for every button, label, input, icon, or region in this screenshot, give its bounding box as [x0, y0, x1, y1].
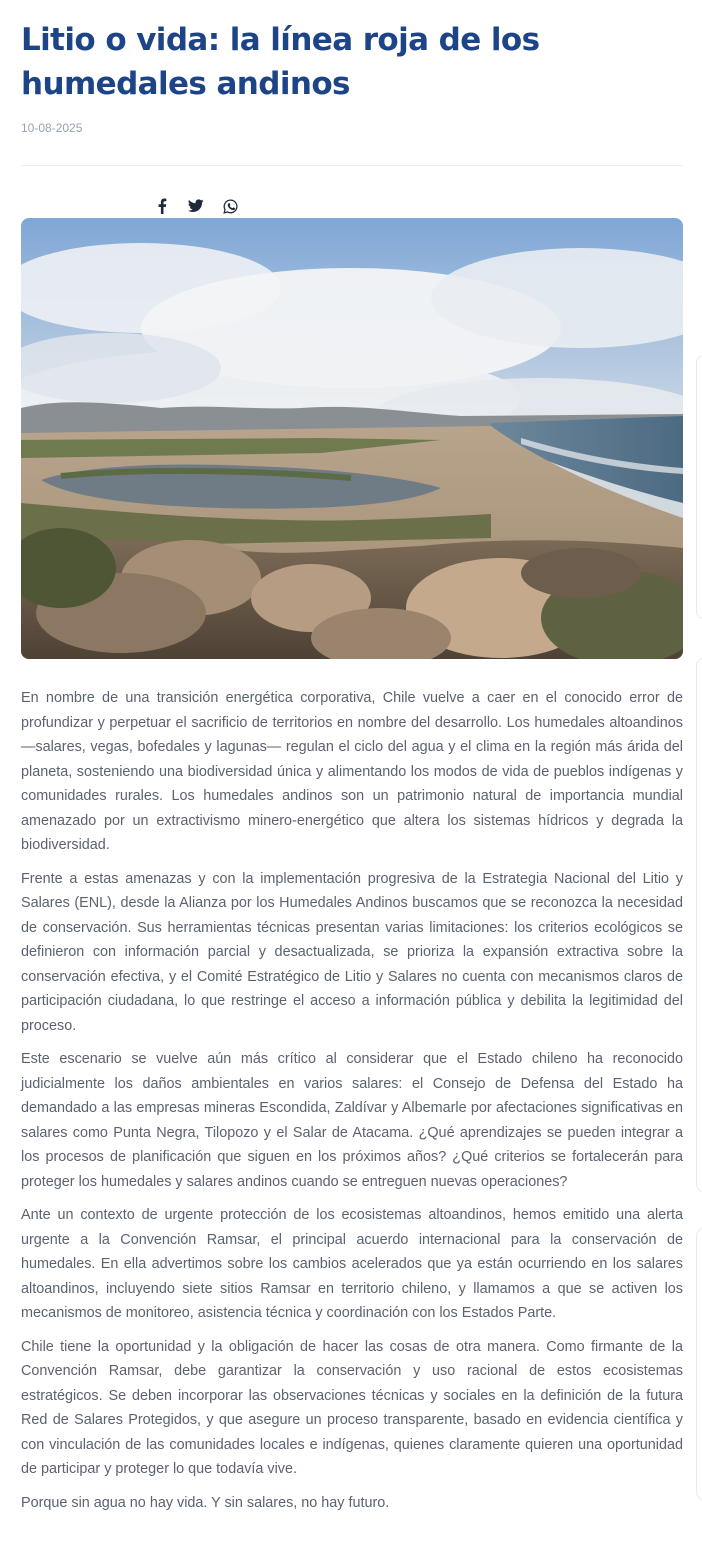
share-facebook-button[interactable]	[145, 196, 179, 216]
article-title: Litio o vida: la línea roja de los humedales andinos	[21, 22, 540, 102]
article-paragraph: Chile tiene la oportunidad y la obligación de hacer las cosas de otra manera. Como firmante de la Convención Ramsar, debe garantizar la conservación y uso racional de estos ecosistemas estratégicos. Se deben incorporar las observaciones técnicas y sociales en la definición de la futura Red de Salares Protegidos, y que asegure un proceso transparente, basado en evidencia científica y con vinculación de las comunidades locales e indígenas, quienes claramente quieren una oportunidad de participar y proteger lo que todavía vive.	[21, 1338, 683, 1477]
divider	[21, 165, 683, 166]
article-paragraph: Porque sin agua no hay vida. Y sin salares, no hay futuro.	[21, 1494, 390, 1511]
article-paragraph: Ante un contexto de urgente protección de los ecosistemas altoandinos, hemos emitido una alerta urgente a la Convención Ramsar, el principal acuerdo internacional para la conservación de humedales. En ella advertimos sobre los cambios acelerados que ya están ocurriendo en los salares altoandinos, incluyendo siete sitios Ramsar en territorio chileno, y llamamos a que se activen los mecanismos de monitoreo, asistencia técnica y coordinación con los Estados Parte.	[21, 1207, 683, 1321]
sidebar-card	[696, 1228, 702, 1500]
article-paragraph: En nombre de una transición energética corporativa, Chile vuelve a caer en el conocido error de profundizar y perpetuar el sacrificio de territorios en nombre del desarrollo. Los humedales altoandinos —salares, vegas, bofedales y lagunas— regulan el ciclo del agua y el clima en la región más árida del planeta, sosteniendo una biodiversidad única y alimentando los modos de vida de pueblos indígenas y comunidades rurales. Los humedales andinos son un patrimonio natural de importancia mundial amenazado por un extractivismo minero-energético que altera los sistemas hídricos y degrada la biodiversidad.	[21, 690, 683, 853]
sidebar-card	[696, 658, 702, 1192]
article-hero-image	[21, 218, 683, 659]
twitter-icon	[188, 199, 204, 213]
share-twitter-button[interactable]	[179, 196, 213, 216]
share-whatsapp-button[interactable]	[213, 196, 247, 216]
article-paragraph: Frente a estas amenazas y con la implementación progresiva de la Estrategia Nacional del Litio y Salares (ENL), desde la Alianza por los Humedales Andinos buscamos que se reconozca la necesidad de conservación. Sus herramientas técnicas presentan varias limitaciones: los criterios ecológicos se definieron con información parcial y desactualizada, se prioriza la expansión extractiva sobre la conservación efectiva, y el Comité Estratégico de Litio y Salares no cuenta con mecanismos claros de participación ciudadana, lo que restringe el acceso a información pública y debilita la legitimidad del proceso.	[21, 870, 683, 1034]
article-body	[21, 686, 683, 1524]
article-paragraph: Este escenario se vuelve aún más crítico al considerar que el Estado chileno ha reconocido judicialmente los daños ambientales en varios salares: el Consejo de Defensa del Estado ha demandado a las empresas mineras Escondida, Zaldívar y Albemarle por afectaciones significativas en salares como Punta Negra, Tilopozo y el Salar de Atacama. ¿Qué aprendizajes se pueden integrar a los procesos de planificación que siguen en los próximos años? ¿Qué criterios se fortalecerán para proteger los humedales y salares andinos cuando se entreguen nuevas operaciones?	[21, 1051, 683, 1190]
whatsapp-icon	[223, 199, 238, 214]
sidebar-card	[696, 355, 702, 619]
facebook-icon	[157, 198, 167, 214]
article-date: 10-08-2025	[21, 121, 83, 135]
share-bar	[145, 196, 247, 216]
